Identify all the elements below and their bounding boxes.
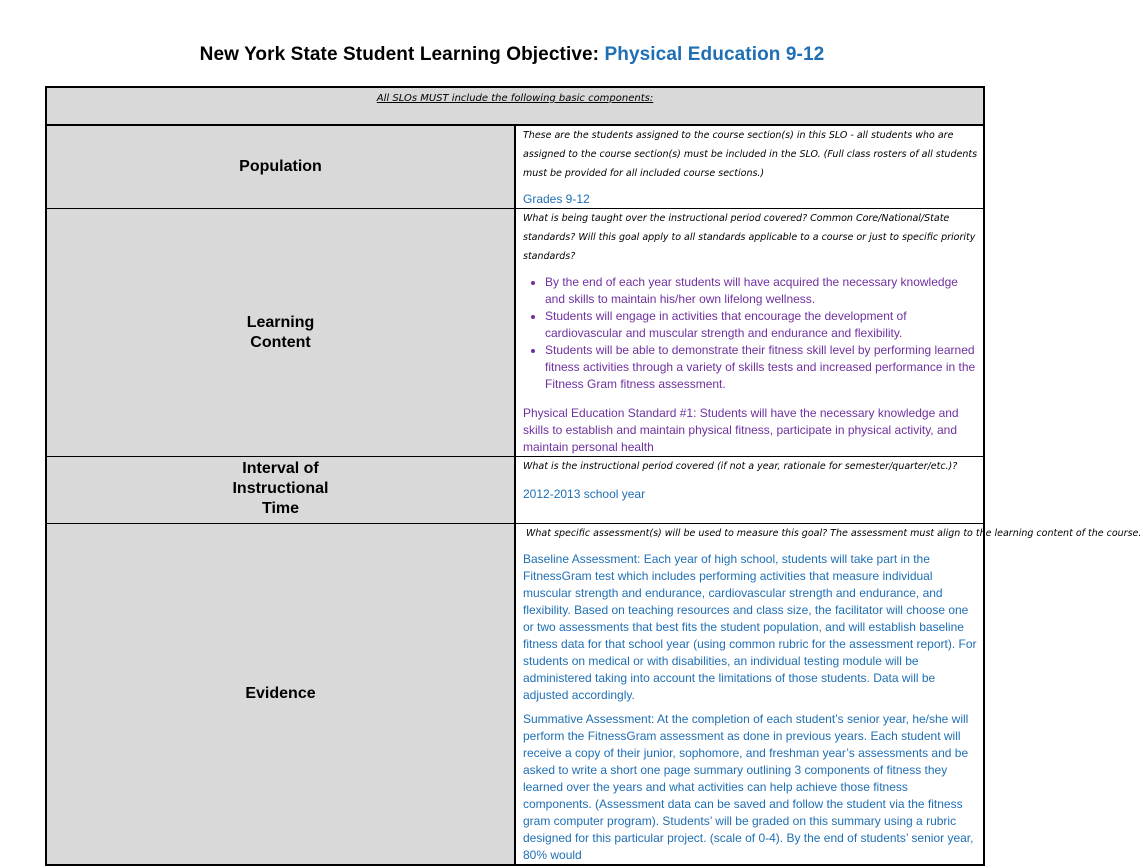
population-answer: Grades 9-12 (523, 192, 590, 206)
evidence-content-cell (515, 524, 1141, 866)
evidence-summative: Summative Assessment: At the completion of each student’s senior year, he/she will perform the FitnessGram assessment as done in previous years. Each student will receive a copy of their junior, sophomore, and freshman year’s assessments and be asked to write a short one page summary outlining 3 components of fitness they learned over the years and what activities can help achieve those fitness components. (Assessment data can be saved and follow the student via the fitness gram computer program). Students’ will be graded on this summary using a rubric designed for this particular project. (scale of 0-4). By the end of students’ senior year, 80% would (523, 712, 974, 862)
population-content-cell (515, 125, 984, 209)
interval-content-cell (515, 457, 984, 524)
page-title (0, 44, 1024, 66)
learning-content-cell (515, 209, 984, 457)
interval-label-line2: Instructional (232, 480, 329, 497)
table-header-text: All SLOs MUST include the following basic components: (376, 93, 654, 104)
population-label: Population (239, 158, 322, 175)
list-item: • By the end of each year students will have acquired the necessary knowledge and skills to maintain his/her own lifelong wellness. (545, 274, 977, 308)
evidence-row (46, 524, 984, 866)
interval-answer: 2012-2013 school year (523, 487, 646, 501)
interval-label-line1: Interval of (242, 460, 319, 477)
learning-content-standard: Physical Education Standard #1: Students will have the necessary knowledge and skills to establish and maintain physical fitness, participate in physical activity, and maintain personal health (523, 406, 959, 454)
evidence-label-cell (46, 524, 515, 866)
title-prefix: New York State Student Learning Objective: (199, 44, 600, 65)
learning-content-label-line1: Learning (246, 313, 315, 331)
interval-prompt: What is the instructional period covered (if not a year, rationale for semester/quarter/etc.)? (523, 461, 958, 472)
table-header-cell (46, 87, 984, 125)
population-prompt: These are the students assigned to the course section(s) in this SLO - all students who are assigned to the course section(s) must be included in the SLO. (Full class rosters of all students must be provided for all included course sections.) (523, 130, 978, 179)
interval-label-cell (46, 457, 515, 524)
slo-table (45, 86, 1141, 866)
population-label-cell (46, 125, 515, 209)
learning-content-bullet-list (523, 274, 977, 393)
population-row (46, 125, 984, 209)
learning-content-prompt: What is being taught over the instructional period covered? Common Core/National/State standards? Will this goal apply to all standards applicable to a course or just to specific priority standards? (523, 213, 976, 262)
evidence-label: Evidence (245, 685, 316, 702)
evidence-baseline: Baseline Assessment: Each year of high school, students will take part in the FitnessGram test which includes performing activities that measure individual muscular strength and endurance, cardiovascular strength and endurance, and flexibility. Based on teaching resources and class size, the facilitator will choose one or two assessments that best fits the student population, and will establish baseline fitness data for that school year (using common rubric for the assessment report). For students on medical or with disabilities, an individual testing module will be administered taking into account the limitations of those students. Data will be adjusted accordingly. (523, 552, 977, 702)
title-subject: Physical Education 9-12 (604, 44, 825, 65)
interval-row (46, 457, 984, 524)
learning-content-label-cell (46, 209, 515, 457)
table-header-row (46, 87, 984, 125)
list-item: • Students will be able to demonstrate their fitness skill level by performing learned fitness activities through a variety of skills tests and increased performance in the Fitness Gram fitness assessment. (545, 342, 977, 393)
list-item: • Students will engage in activities that encourage the development of cardiovascular and muscular strength and endurance and flexibility. (545, 308, 977, 342)
interval-label-line3: Time (261, 500, 300, 517)
evidence-prompt: What specific assessment(s) will be used to measure this goal? The assessment must align to the learning content of the course. (523, 528, 1141, 539)
learning-content-label-line2: Content (250, 333, 311, 351)
learning-content-row (46, 209, 984, 457)
